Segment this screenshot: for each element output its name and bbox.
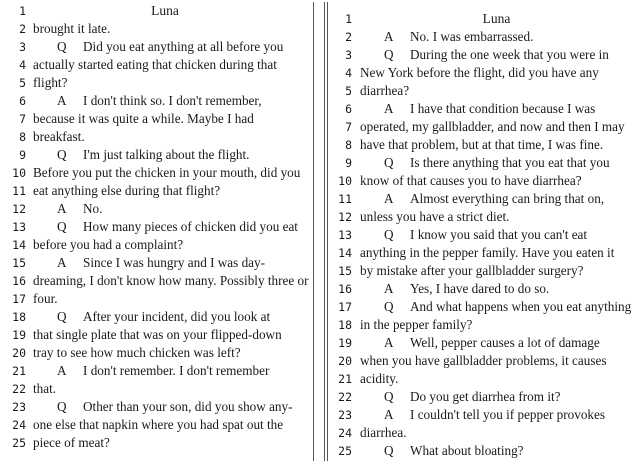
- line-text: [33, 182, 220, 200]
- line-text: [33, 38, 283, 56]
- speaker-label: Q: [57, 309, 67, 324]
- line-body: I know you said that you can't eat: [410, 227, 588, 242]
- line-body: Since I was hungry and I was day-: [83, 255, 266, 270]
- line-body: unless you have a strict diet.: [360, 209, 510, 224]
- line-number: 20: [338, 354, 352, 368]
- line-number: 15: [12, 256, 26, 270]
- line-body: tray to see how much chicken was left?: [33, 345, 241, 360]
- speaker-label: A: [57, 255, 67, 270]
- line-body: Well, pepper causes a lot of damage: [410, 335, 600, 350]
- line-body: Do you get diarrhea from it?: [410, 389, 561, 404]
- line-text: [33, 200, 102, 218]
- line-number: 5: [19, 76, 26, 90]
- line-number: 12: [338, 210, 352, 224]
- left-header: Luna: [151, 3, 179, 18]
- line-number: 11: [338, 192, 352, 206]
- speaker-label: Q: [57, 147, 67, 162]
- line-text: [360, 208, 509, 226]
- line-text: [33, 344, 241, 362]
- line-body: After your incident, did you look at: [83, 309, 271, 324]
- speaker-label: A: [57, 201, 67, 216]
- line-body: And what happens when you eat anything: [410, 299, 632, 314]
- line-text: [33, 380, 56, 398]
- line-text: [360, 424, 407, 442]
- speaker-label: Q: [57, 399, 67, 414]
- line-number: 2: [345, 30, 352, 44]
- line-number: 19: [338, 336, 352, 350]
- line-body: one else that napkin where you had spat out the: [33, 417, 284, 432]
- line-body: breakfast.: [33, 129, 85, 144]
- line-text: [33, 434, 110, 452]
- line-number: 23: [338, 408, 352, 422]
- line-text: [33, 290, 58, 308]
- line-text: [360, 280, 549, 298]
- speaker-label: Q: [57, 219, 67, 234]
- line-body: in the pepper family?: [360, 317, 473, 332]
- line-body: diarrhea.: [360, 425, 407, 440]
- right-header: Luna: [482, 11, 511, 26]
- line-number: 1: [19, 4, 26, 18]
- line-text: [360, 226, 587, 244]
- line-text: [33, 74, 67, 92]
- line-number: 8: [19, 130, 26, 144]
- speaker-label: A: [384, 191, 394, 206]
- line-number: 24: [338, 426, 352, 440]
- line-body: before you had a complaint?: [33, 237, 184, 252]
- line-text: [360, 370, 398, 388]
- line-number: 1: [345, 12, 352, 26]
- line-number: 8: [345, 138, 352, 152]
- line-body: that single plate that was on your flipped-down: [33, 327, 282, 342]
- line-number: 10: [12, 166, 26, 180]
- speaker-label: Q: [384, 155, 394, 170]
- line-body: During the one week that you were in: [410, 47, 609, 62]
- line-body: flight?: [33, 75, 68, 90]
- right-column: [324, 2, 636, 461]
- line-text: [360, 28, 533, 46]
- line-text: [360, 64, 599, 82]
- line-text: [33, 272, 309, 290]
- line-text: [360, 190, 604, 208]
- line-number: 17: [12, 292, 26, 306]
- line-text: [33, 164, 300, 182]
- line-body: What about bloating?: [410, 443, 524, 458]
- speaker-label: Q: [384, 299, 394, 314]
- line-body: diarrhea?: [360, 83, 410, 98]
- line-text: [360, 442, 524, 460]
- line-text: [33, 20, 110, 38]
- line-number: 5: [345, 84, 352, 98]
- line-text: [360, 298, 631, 316]
- line-body: because it was quite a while. Maybe I had: [33, 111, 254, 126]
- line-text: [33, 398, 293, 416]
- line-body: actually started eating that chicken during that: [33, 57, 277, 72]
- line-body: four.: [33, 291, 58, 306]
- left-column-rule: [313, 2, 314, 461]
- line-text: [360, 262, 584, 280]
- left-column: [0, 2, 316, 461]
- line-body: Almost everything can bring that on,: [410, 191, 605, 206]
- line-number: 3: [19, 40, 26, 54]
- line-text: [33, 254, 265, 272]
- line-text: [360, 316, 472, 334]
- line-number: 24: [12, 418, 26, 432]
- line-number: 9: [345, 156, 352, 170]
- line-number: 19: [12, 328, 26, 342]
- line-text: [33, 92, 262, 110]
- line-text: [360, 100, 595, 118]
- line-number: 6: [345, 102, 352, 116]
- speaker-label: A: [57, 93, 67, 108]
- line-body: Other than your son, did you show any-: [83, 399, 293, 414]
- line-number: 17: [338, 300, 352, 314]
- line-body: Is there anything that you eat that you: [410, 155, 610, 170]
- line-number: 18: [12, 310, 26, 324]
- line-number: 25: [12, 436, 26, 450]
- line-text: [360, 352, 606, 370]
- line-number: 16: [338, 282, 352, 296]
- line-text: [33, 146, 249, 164]
- speaker-label: A: [57, 363, 67, 378]
- line-number: 7: [19, 112, 26, 126]
- line-body: eat anything else during that flight?: [33, 183, 221, 198]
- line-number: 21: [338, 372, 352, 386]
- line-number: 22: [12, 382, 26, 396]
- line-text: [360, 136, 603, 154]
- speaker-label: A: [384, 281, 394, 296]
- line-text: [360, 406, 605, 424]
- line-body: New York before the flight, did you have any: [360, 65, 599, 80]
- speaker-label: Q: [384, 47, 394, 62]
- line-body: when you have gallbladder problems, it causes: [360, 353, 607, 368]
- line-text: [360, 244, 614, 262]
- right-column-rule: [324, 2, 325, 461]
- line-body: know of that causes you to have diarrhea?: [360, 173, 582, 188]
- line-body: operated, my gallbladder, and now and then I may: [360, 119, 625, 134]
- line-number: 10: [338, 174, 352, 188]
- line-number: 25: [338, 444, 352, 458]
- line-number: 15: [338, 264, 352, 278]
- speaker-label: A: [384, 101, 394, 116]
- line-text: [360, 154, 610, 172]
- speaker-label: A: [384, 407, 394, 422]
- line-body: Before you put the chicken in your mouth, did you: [33, 165, 301, 180]
- line-number: 13: [338, 228, 352, 242]
- line-body: No. I was embarrassed.: [410, 29, 534, 44]
- line-text: [33, 218, 298, 236]
- line-number: 11: [12, 184, 26, 198]
- line-body: anything in the pepper family. Have you eaten it: [360, 245, 615, 260]
- line-body: piece of meat?: [33, 435, 110, 450]
- line-text: [33, 128, 85, 146]
- line-number: 18: [338, 318, 352, 332]
- line-body: I couldn't tell you if pepper provokes: [410, 407, 606, 422]
- line-number: 4: [345, 66, 352, 80]
- line-text: [33, 416, 283, 434]
- line-text: [360, 334, 600, 352]
- speaker-label: Q: [57, 39, 67, 54]
- line-body: by mistake after your gallbladder surgery?: [360, 263, 584, 278]
- speaker-label: Q: [384, 227, 394, 242]
- line-body: I don't think so. I don't remember,: [83, 93, 262, 108]
- line-number: 21: [12, 364, 26, 378]
- line-number: 14: [12, 238, 26, 252]
- line-text: [33, 110, 254, 128]
- line-body: acidity.: [360, 371, 399, 386]
- line-number: 12: [12, 202, 26, 216]
- line-text: [33, 236, 183, 254]
- line-text: [33, 362, 269, 380]
- line-number: 6: [19, 94, 26, 108]
- line-number: 20: [12, 346, 26, 360]
- line-body: I have that condition because I was: [410, 101, 596, 116]
- line-body: Yes, I have dared to do so.: [410, 281, 550, 296]
- line-number: 22: [338, 390, 352, 404]
- line-text: [360, 388, 561, 406]
- line-body: have that problem, but at that time, I was fine.: [360, 137, 604, 152]
- line-text: [360, 118, 625, 136]
- line-text: [360, 82, 409, 100]
- line-number: 9: [19, 148, 26, 162]
- line-number: 16: [12, 274, 26, 288]
- speaker-label: Q: [384, 443, 394, 458]
- line-body: I don't remember. I don't remember: [83, 363, 270, 378]
- line-text: [33, 56, 277, 74]
- line-body: No.: [83, 201, 103, 216]
- speaker-label: Q: [384, 389, 394, 404]
- line-body: I'm just talking about the flight.: [83, 147, 250, 162]
- line-body: brought it late.: [33, 21, 111, 36]
- line-body: Did you eat anything at all before you: [83, 39, 284, 54]
- line-number: 23: [12, 400, 26, 414]
- line-number: 13: [12, 220, 26, 234]
- line-text: [360, 46, 609, 64]
- line-body: How many pieces of chicken did you eat: [83, 219, 298, 234]
- line-number: 14: [338, 246, 352, 260]
- line-text: [33, 308, 270, 326]
- line-number: 3: [345, 48, 352, 62]
- speaker-label: A: [384, 335, 394, 350]
- line-number: 4: [19, 58, 26, 72]
- line-body: that.: [33, 381, 57, 396]
- line-number: 2: [19, 22, 26, 36]
- speaker-label: A: [384, 29, 394, 44]
- line-text: [33, 326, 282, 344]
- line-body: dreaming, I don't know how many. Possibly three or: [33, 273, 309, 288]
- line-text: [360, 172, 582, 190]
- line-number: 7: [345, 120, 352, 134]
